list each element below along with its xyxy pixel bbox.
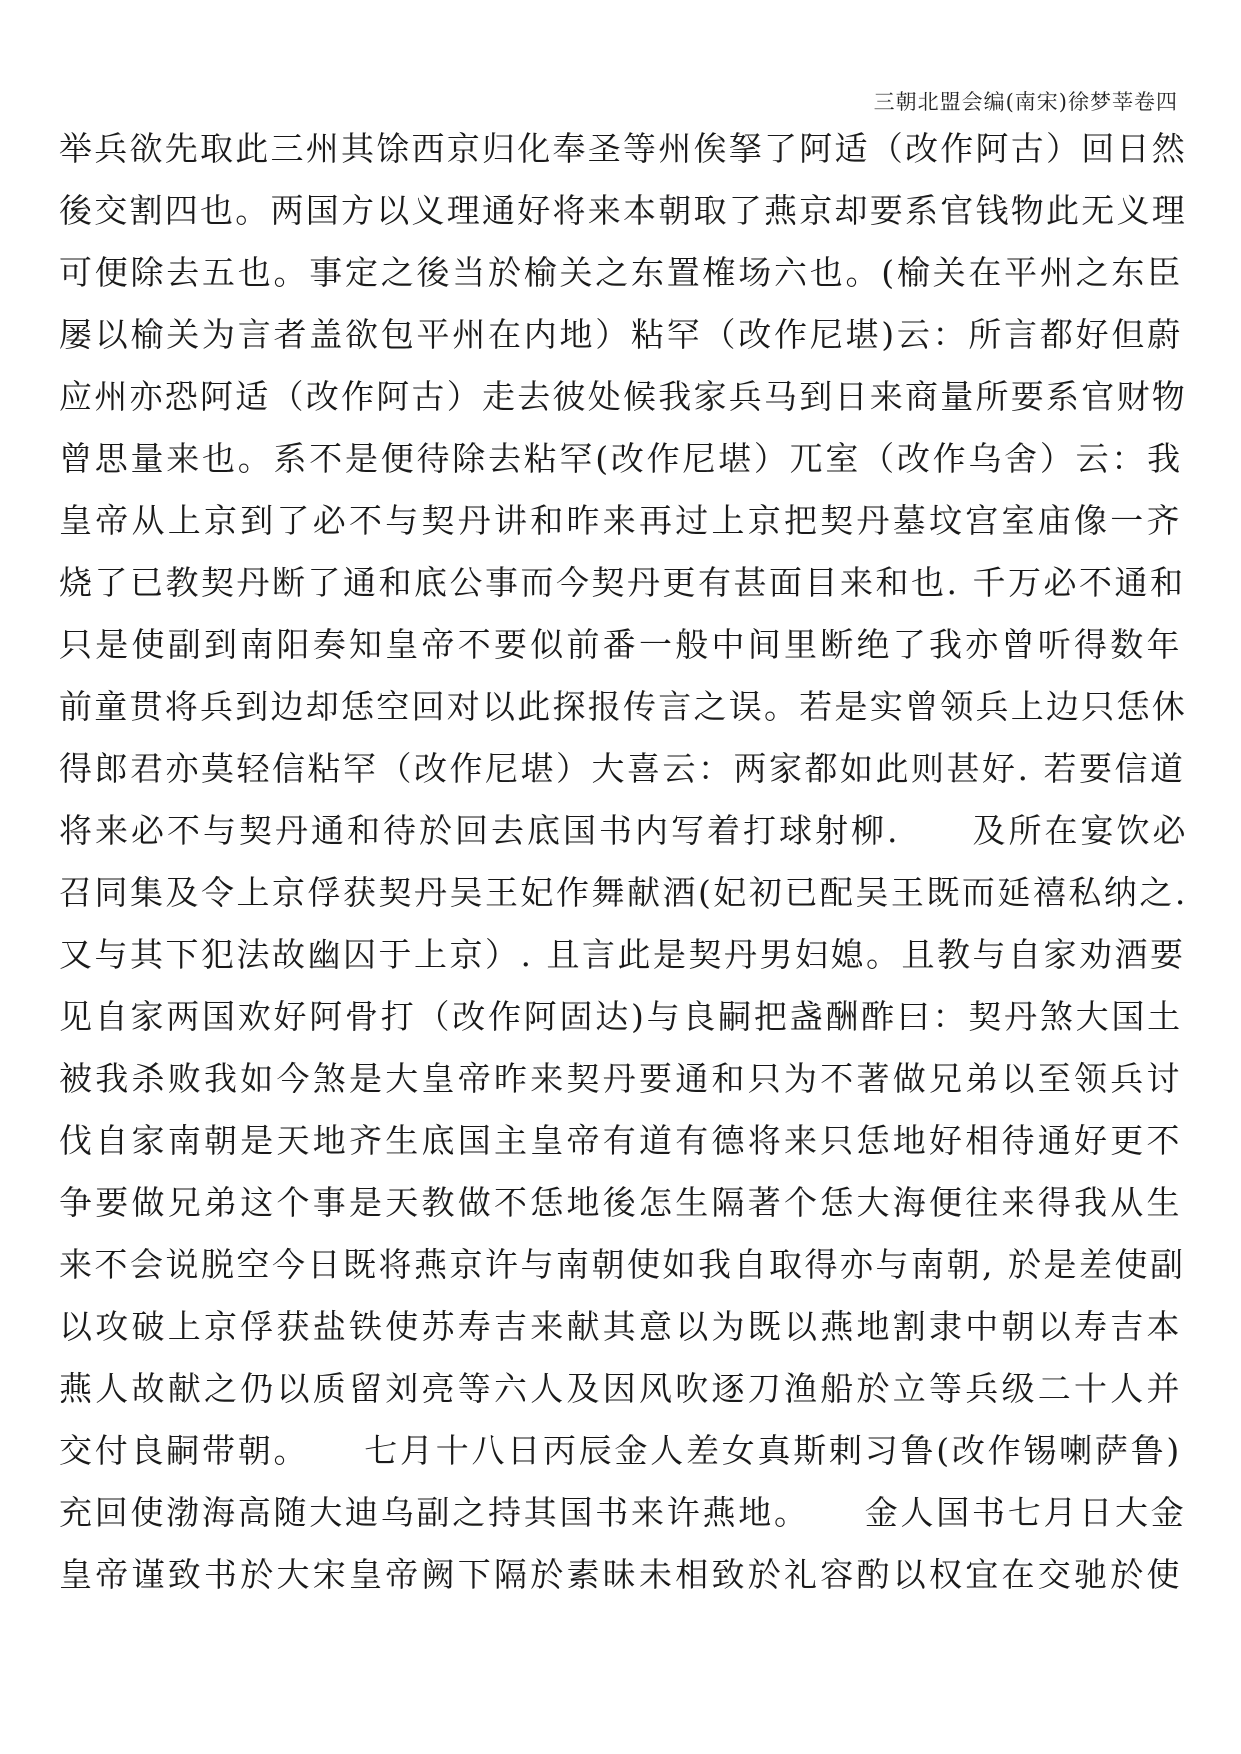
text-line-14: 又与其下犯法故幽囚于上京）. 且言此是契丹男妇媳。且教与自家劝酒要 — [59, 935, 1186, 974]
text-line-18: 争要做兄弟这个事是天教做不恁地後怎生隔著个恁大海便往来得我从生 — [59, 1183, 1183, 1222]
text-line-1: 举兵欲先取此三州其馀西京归化奉圣等州俟拏了阿适（改作阿古）回日然 — [59, 129, 1187, 168]
text-line-5: 应州亦恐阿适（改作阿古）走去彼处候我家兵马到日来商量所要系官财物 — [59, 377, 1187, 416]
text-line-19: 来不会说脱空今日既将燕京许与南朝使如我自取得亦与南朝, 於是差使副 — [59, 1245, 1186, 1284]
text-line-11: 得郎君亦莫轻信粘罕（改作尼堪）大喜云：两家都如此则甚好. 若要信道 — [59, 749, 1186, 788]
text-line-17: 伐自家南朝是天地齐生底国主皇帝有道有德将来只恁地好相待通好更不 — [59, 1121, 1183, 1160]
text-line-2: 後交割四也。两国方以义理通好将来本朝取了燕京却要系官钱物此无义理 — [59, 191, 1187, 230]
running-header: 三朝北盟会编(南宋)徐梦莘卷四 — [873, 90, 1178, 114]
text-line-10: 前童贯将兵到边却恁空回对以此探报传言之误。若是实曾领兵上边只恁休 — [59, 687, 1187, 726]
text-line-20: 以攻破上京俘获盐铁使苏寿吉来献其意以为既以燕地割隶中朝以寿吉本 — [59, 1307, 1183, 1346]
text-line-24: 皇帝谨致书於大宋皇帝阙下隔於素昧未相致於礼容酌以权宜在交驰於使 — [59, 1555, 1183, 1594]
text-line-9: 只是使副到南阳奏知皇帝不要似前番一般中间里断绝了我亦曾听得数年 — [59, 625, 1183, 664]
text-line-7: 皇帝从上京到了必不与契丹讲和昨来再过上京把契丹墓坟宫室庙像一齐 — [59, 501, 1183, 540]
text-line-6: 曾思量来也。系不是便待除去粘罕(改作尼堪）兀室（改作乌舍）云：我 — [59, 439, 1183, 478]
text-line-3: 可便除去五也。事定之後当於榆关之东置榷场六也。(榆关在平州之东臣 — [59, 253, 1183, 292]
text-line-23: 充回使渤海高随大迪乌副之持其国书来许燕地。 金人国书七月日大金 — [59, 1493, 1187, 1532]
text-line-8: 烧了已教契丹断了通和底公事而今契丹更有甚面目来和也. 千万必不通和 — [59, 563, 1186, 602]
text-line-15: 见自家两国欢好阿骨打（改作阿固达)与良嗣把盏酬酢曰：契丹煞大国土 — [59, 997, 1183, 1036]
text-line-21: 燕人故献之仍以质留刘亮等六人及因风吹逐刀渔船於立等兵级二十人并 — [59, 1369, 1183, 1408]
text-line-4: 屡以榆关为言者盖欲包平州在内地）粘罕（改作尼堪)云：所言都好但蔚 — [59, 315, 1183, 354]
body-text — [59, 118, 1189, 1606]
text-line-22: 交付良嗣带朝。 七月十八日丙辰金人差女真斯剌习鲁(改作锡喇萨鲁) — [59, 1431, 1182, 1470]
text-line-16: 被我杀败我如今煞是大皇帝昨来契丹要通和只为不著做兄弟以至领兵讨 — [59, 1059, 1183, 1098]
text-line-13: 召同集及令上京俘获契丹吴王妃作舞献酒(妃初已配吴王既而延禧私纳之. — [59, 873, 1188, 912]
text-line-12: 将来必不与契丹通和待於回去底国书内写着打球射柳. 及所在宴饮必 — [59, 811, 1189, 850]
